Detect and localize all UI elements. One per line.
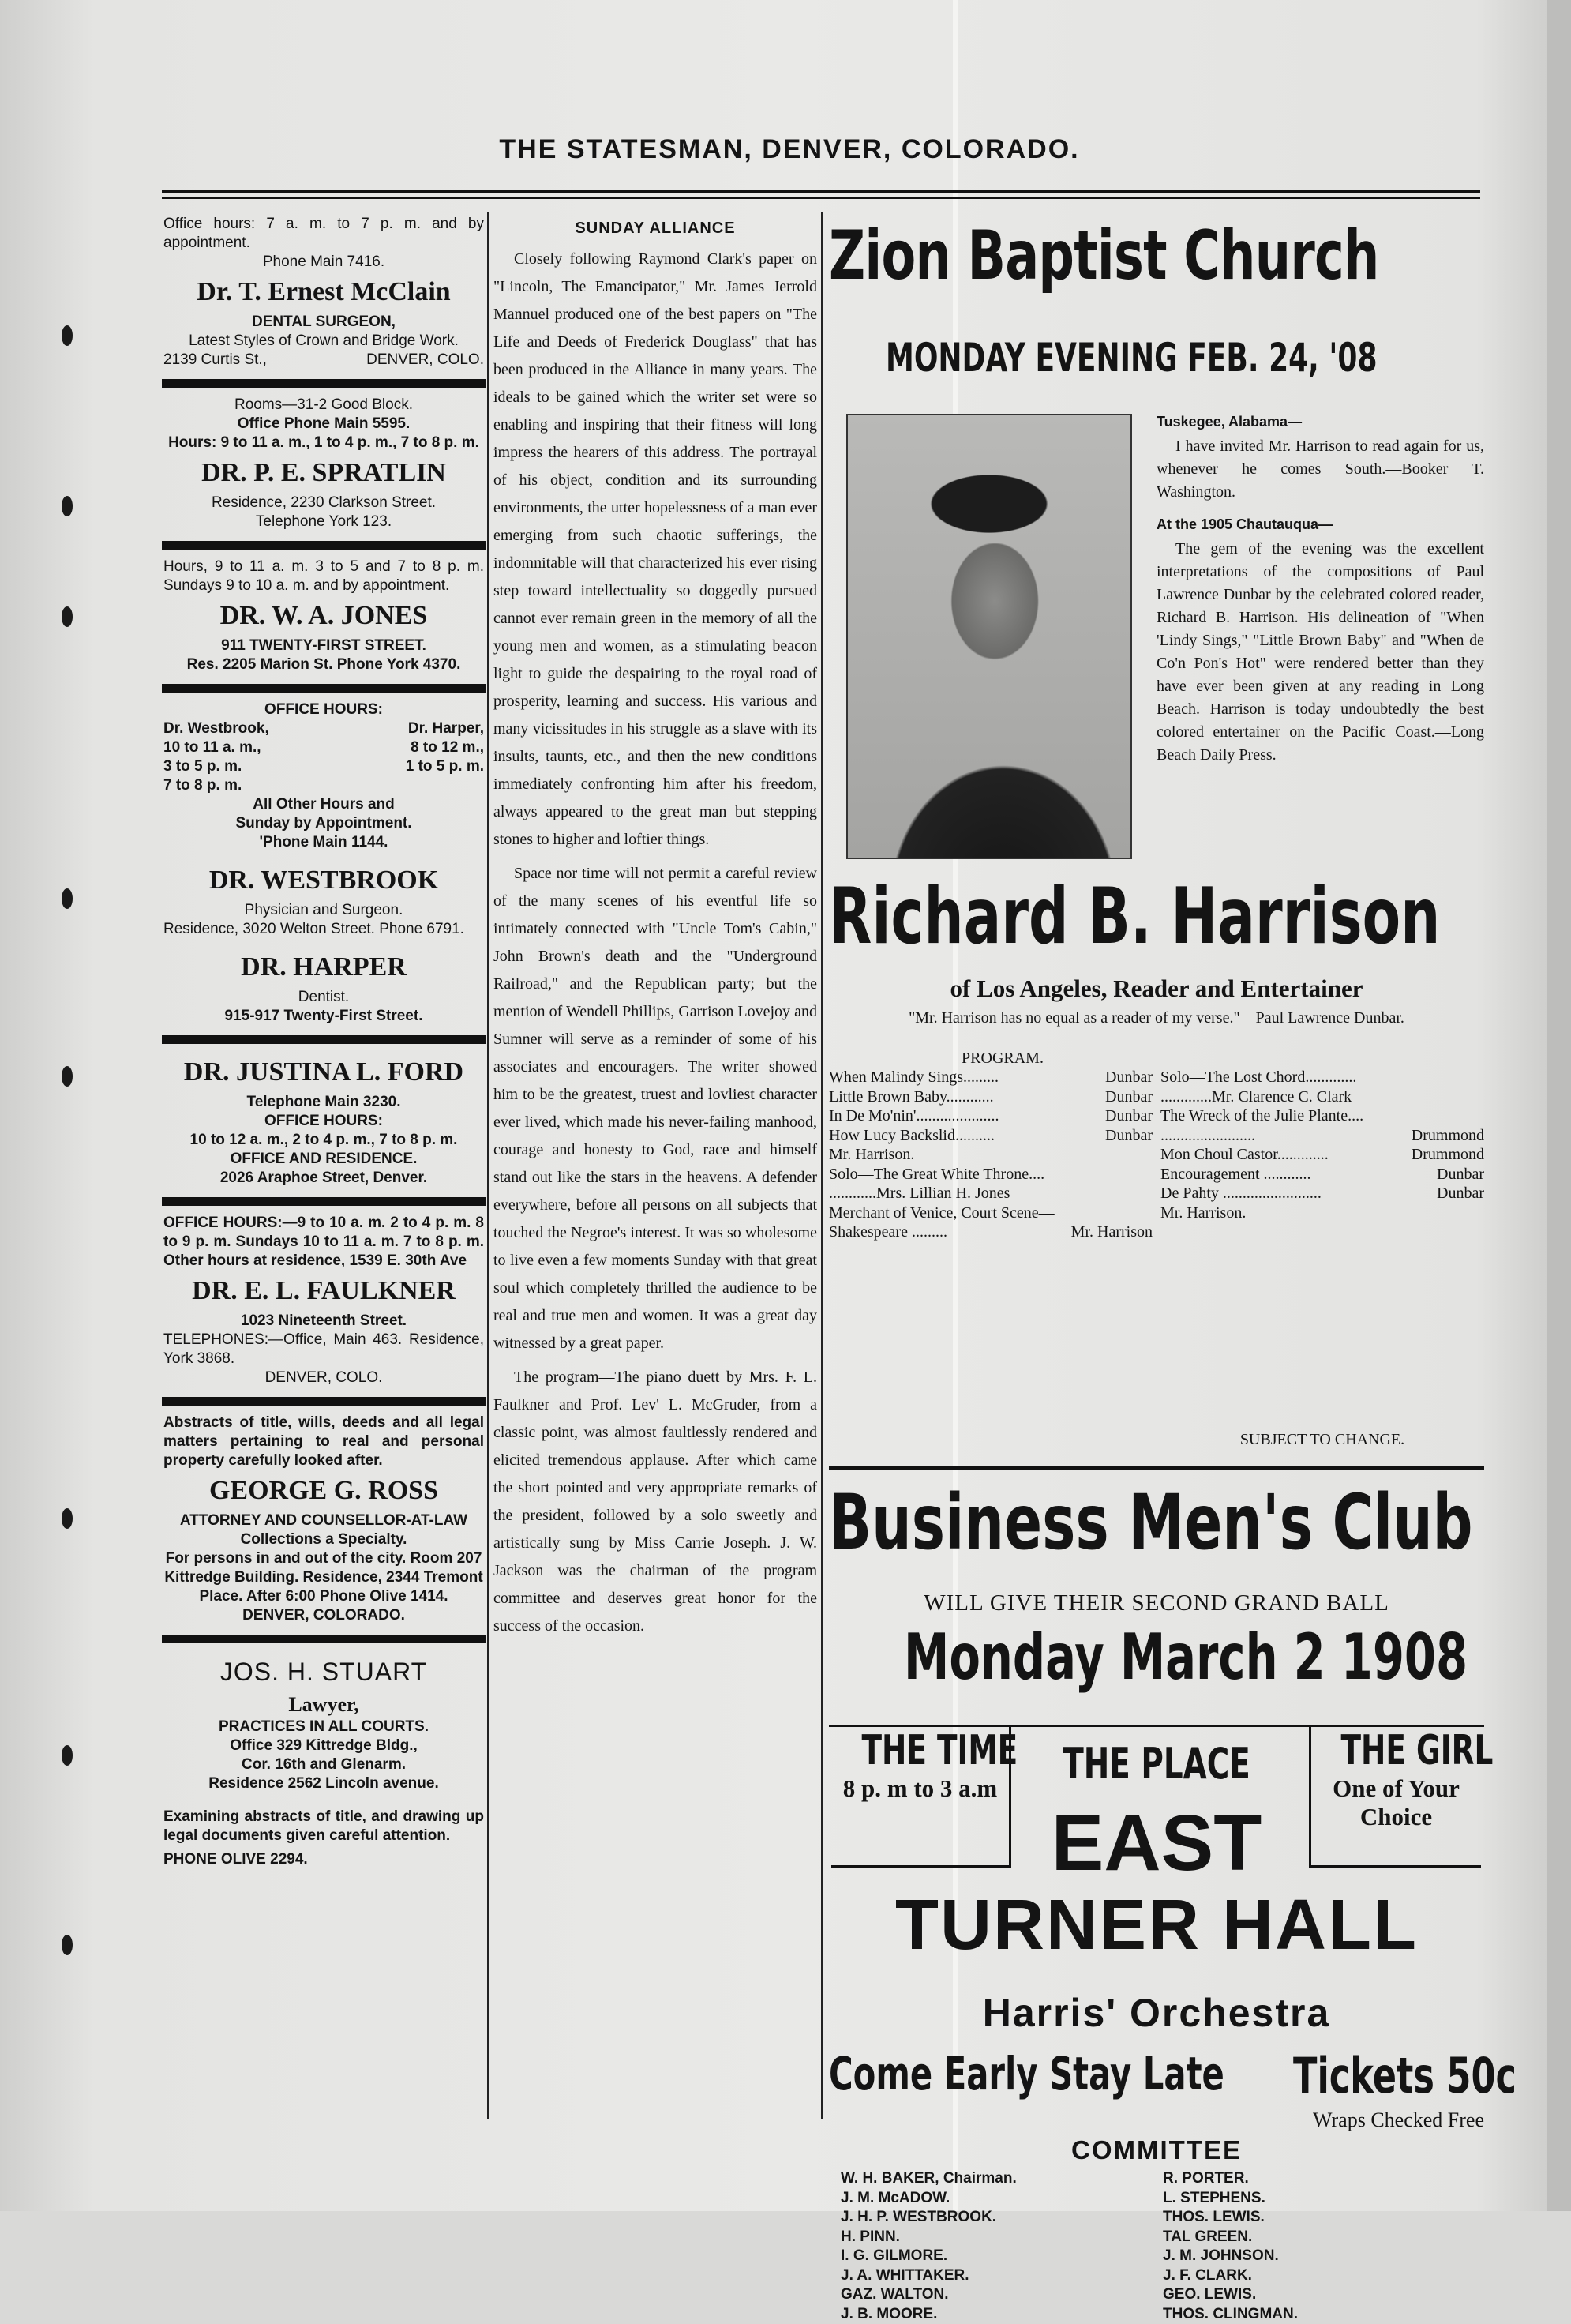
testimonial-heading: At the 1905 Chautauqua— [1157, 513, 1484, 536]
column-separator [487, 212, 489, 2119]
harper-hours [406, 719, 484, 795]
subject-to-change: SUBJECT TO CHANGE. [1160, 1431, 1484, 1449]
city: DENVER, COLO. [163, 1368, 484, 1387]
residence: Residence, 2230 Clarkson Street. [163, 494, 484, 512]
program-item-title: Merchant of Venice, Court Scene— [829, 1203, 1055, 1223]
committee-member: J. F. CLARK. [1163, 2266, 1463, 2286]
office-hours-heading: OFFICE HOURS: [163, 1112, 484, 1131]
jones-card [162, 556, 486, 681]
committee-member: J. M. McADOW. [841, 2189, 1141, 2209]
doctor-name: DR. JUSTINA L. FORD [163, 1055, 484, 1090]
phone: Phone Main 7416. [163, 253, 484, 272]
address: 915-917 Twenty-First Street. [163, 1007, 484, 1026]
testimonial-heading: Tuskegee, Alabama— [1157, 411, 1484, 434]
program-item-title: How Lucy Backslid.......... [829, 1126, 995, 1146]
sunday-alliance-article [493, 215, 817, 1646]
westbrook-harper-hours [162, 699, 486, 858]
program-item-title: Solo—The Lost Chord............. [1160, 1068, 1356, 1087]
program-heading: PROGRAM. [829, 1049, 1176, 1068]
specialty: Collections a Specialty. [163, 1530, 484, 1549]
stuart-card [162, 1650, 486, 1875]
program-item [1160, 1203, 1484, 1223]
mcclain-card [162, 213, 486, 376]
program-item [829, 1165, 1153, 1185]
hours-line: Dr. Westbrook, [163, 719, 269, 738]
program-item-title: Solo—The Great White Throne.... [829, 1165, 1044, 1185]
office-hours: Office hours: 7 a. m. to 7 p. m. and by appointment. [163, 215, 484, 253]
harrison-portrait [846, 414, 1132, 859]
harper-card [162, 945, 486, 1032]
committee-member: J. H. P. WESTBROOK. [841, 2208, 1141, 2228]
program-item-author: Dunbar [1105, 1068, 1153, 1087]
divider [829, 1466, 1484, 1470]
program-item-author: Dunbar [1105, 1087, 1153, 1107]
program-list-right [1160, 1068, 1484, 1222]
binding-hole [62, 1935, 73, 1955]
rooms: Rooms—31-2 Good Block. [163, 396, 484, 415]
divider [162, 1197, 486, 1206]
program-item-title: ............Mrs. Lillian H. Jones [829, 1184, 1010, 1203]
residence: Res. 2205 Marion St. Phone York 4370. [163, 655, 484, 674]
binding-hole [62, 888, 73, 909]
place-heading: THE PLACE [1063, 1739, 1250, 1789]
committee-member: J. A. WHITTAKER. [841, 2266, 1141, 2286]
article-paragraph: Closely following Raymond Clark's paper on "Lincoln, The Emancipator," Mr. James Jerrold Mannuel produced one of the best papers on "The Life and Deeds of Frederick Douglass" that has been produced in the Alliance in many years. The ideals to be gained which the writer set were so enabling and inspiring that their fitness will long impress the hearers of this address. The portrayal of his object, condition and its surrounding environments, the utter hopelessness of a man ever emerging from such chaotic sufferings, the indomnitable will that characterized his ever rising step toward intellectuality so doggedly pursued cannot ever remain green in the memory of all the young men and women, as a stimulating beacon light to guide the despairing to the royal road of prosperity, learning and success. His various and many vicissitudes in his struggle as a slave with its insults, taunts, etc., and then the new conditions immediately confronting him after his freedom, always appeared to the great man but stepping stones to higher and loftier things. [493, 246, 817, 854]
divider [162, 541, 486, 550]
westbrook-hours [163, 719, 269, 795]
office: Cor. 16th and Glenarm. [163, 1755, 484, 1774]
ford-card [162, 1050, 486, 1194]
lawyer-title: Lawyer, [163, 1692, 484, 1718]
committee-member: L. STEPHENS. [1163, 2189, 1463, 2209]
program-item [829, 1222, 1153, 1242]
hours-line: Dr. Harper, [406, 719, 484, 738]
divider [162, 684, 486, 693]
girl-heading: THE GIRL [1340, 1727, 1493, 1774]
program-item [829, 1087, 1153, 1107]
ball-date: Monday March 2 1908 [904, 1620, 1468, 1694]
program-item-author: Mr. Harrison [1071, 1222, 1153, 1242]
club-headline: Business Men's Club [829, 1478, 1473, 1567]
binding-hole [62, 325, 73, 346]
program-item-author: Dunbar [1437, 1165, 1484, 1185]
performer-name: Richard B. Harrison [829, 872, 1440, 962]
page-edge [1547, 0, 1571, 2211]
other-hours: All Other Hours and [163, 795, 484, 814]
venue-east: EAST [829, 1798, 1484, 1889]
hours-line: 8 to 12 m., [406, 738, 484, 757]
program-item [829, 1203, 1153, 1223]
attorney-title: ATTORNEY AND COUNSELLOR-AT-LAW [163, 1511, 484, 1530]
doctor-name: DR. P. E. SPRATLIN [163, 456, 484, 490]
committee-member: I. G. GILMORE. [841, 2247, 1141, 2266]
address: 1023 Nineteenth Street. [163, 1312, 484, 1331]
description: Latest Styles of Crown and Bridge Work. [163, 332, 484, 351]
committee-member: R. PORTER. [1163, 2169, 1463, 2189]
top-rule-thin [162, 197, 1480, 199]
divider [162, 1635, 486, 1643]
doctor-title: Physician and Surgeon. [163, 901, 484, 920]
event-date: MONDAY EVENING FEB. 24, '08 [886, 335, 1377, 381]
practice: PRACTICES IN ALL COURTS. [163, 1718, 484, 1736]
divider [162, 379, 486, 388]
committee-list-left [841, 2169, 1141, 2324]
program-item [829, 1106, 1153, 1126]
column-separator [821, 212, 823, 2119]
phone: TELEPHONES:—Office, Main 463. Residence, York 3868. [163, 1331, 484, 1368]
wraps-note: Wraps Checked Free [1239, 2108, 1484, 2132]
office-hours: OFFICE HOURS:—9 to 10 a. m. 2 to 4 p. m. 8 to 9 p. m. Sundays 10 to 11 a. m. 7 to 8 p. m. Other hours at residence, 1539 E. 30th Ave [163, 1214, 484, 1271]
binding-hole [62, 496, 73, 516]
dunbar-quote: "Mr. Harrison has no equal as a reader of my verse."—Paul Lawrence Dunbar. [829, 1008, 1484, 1027]
church-headline: Zion Baptist Church [829, 216, 1379, 295]
hours-line: 7 to 8 p. m. [163, 776, 269, 795]
program-item-title: Mon Choul Castor............. [1160, 1145, 1329, 1165]
binding-hole [62, 1508, 73, 1529]
venue-name: TURNER HALL [829, 1885, 1484, 1966]
hours-line: 1 to 5 p. m. [406, 757, 484, 776]
committee-member: J. B. MOORE. [841, 2305, 1141, 2324]
professional-directory [162, 213, 486, 1875]
program-item-author: Drummond [1412, 1145, 1484, 1165]
committee-member: GAZ. WALTON. [841, 2285, 1141, 2305]
program-item-title: In De Mo'nin'..................... [829, 1106, 999, 1126]
binding-hole [62, 1745, 73, 1766]
divider [162, 1397, 486, 1406]
testimonial-text: The gem of the evening was the excellent interpretations of the compositions of Paul Lawrence Dunbar by the celebrated colored reader, Richard B. Harrison. His delineation of "When 'Lindy Sings," "Little Brown Baby" and "When de Co'n Pon's Hot" were rendered better than they have ever been given at any reading in Long Beach. Harrison is today undoubtedly the best colored entertainer on the Pacific Coast.—Long Beach Daily Press. [1157, 538, 1484, 767]
time-heading: THE TIME [861, 1727, 1018, 1774]
program-item [829, 1126, 1153, 1146]
office-hours: Hours, 9 to 11 a. m. 3 to 5 and 7 to 8 p. m. Sundays 9 to 10 a. m. and by appointment. [163, 558, 484, 595]
phone: Telephone Main 3230. [163, 1093, 484, 1112]
phone: 'Phone Main 1144. [163, 833, 484, 852]
program-item-title: Mr. Harrison. [1160, 1203, 1246, 1223]
performer-subtitle: of Los Angeles, Reader and Entertainer [829, 974, 1484, 1003]
phone: PHONE OLIVE 2294. [163, 1850, 484, 1869]
office-hours-heading: OFFICE HOURS: [163, 700, 484, 719]
program-item-title: Encouragement ............ [1160, 1165, 1311, 1185]
program-item-title: ........................ [1160, 1126, 1255, 1146]
office-hours: 10 to 12 a. m., 2 to 4 p. m., 7 to 8 p. m. [163, 1131, 484, 1150]
program-item-title: De Pahty ......................... [1160, 1184, 1322, 1203]
committee-member: TAL GREEN. [1163, 2228, 1463, 2247]
program-item [1160, 1145, 1484, 1165]
binding-hole [62, 606, 73, 627]
program-item-title: The Wreck of the Julie Plante.... [1160, 1106, 1363, 1126]
address: 2026 Araphoe Street, Denver. [163, 1169, 484, 1188]
services: Examining abstracts of title, and drawing up legal documents given careful attention. [163, 1808, 484, 1845]
office-label: OFFICE AND RESIDENCE. [163, 1150, 484, 1169]
doctor-name: DR. W. A. JONES [163, 599, 484, 633]
program-item [1160, 1087, 1484, 1107]
program-item-title: .............Mr. Clarence C. Clark [1160, 1087, 1352, 1107]
program-item [1160, 1165, 1484, 1185]
program-item [1160, 1184, 1484, 1203]
program-item-title: When Malindy Sings......... [829, 1068, 999, 1087]
doctor-name: DR. HARPER [163, 950, 484, 985]
spratlin-card [162, 394, 486, 538]
program-item [1160, 1126, 1484, 1146]
committee-member: GEO. LEWIS. [1163, 2285, 1463, 2305]
ball-announcement: WILL GIVE THEIR SECOND GRAND BALL [829, 1590, 1484, 1616]
program-item-author: Dunbar [1105, 1126, 1153, 1146]
committee-list-right [1163, 2169, 1463, 2324]
committee-member: J. M. JOHNSON. [1163, 2247, 1463, 2266]
contact: For persons in and out of the city. Room 207 Kittredge Building. Residence, 2344 Tremont Place. After 6:00 Phone Olive 1414. [163, 1549, 484, 1606]
come-early: Come Early Stay Late [829, 2047, 1224, 2101]
other-hours: Sunday by Appointment. [163, 814, 484, 833]
doctor-name: DR. E. L. FAULKNER [163, 1274, 484, 1308]
program-item-title: Shakespeare ......... [829, 1222, 947, 1242]
article-paragraph: The program—The piano duett by Mrs. F. L. Faulkner and Prof. Lev' L. McGruder, from a classic point, was almost faultlessly rendered and elicited tremendous applause. After which came the short pointed and very appropriate remarks of the president, followed by a solo sweetly and artistically sung by Miss Carrie Joseph. J. W. Jackson was the chairman of the program committee and deserves great honor for the success of the occasion. [493, 1364, 817, 1640]
program-item-author: Dunbar [1105, 1106, 1153, 1126]
address: 2139 Curtis St., [163, 351, 267, 370]
hours-line: 3 to 5 p. m. [163, 757, 269, 776]
lawyer-name: JOS. H. STUART [163, 1654, 484, 1689]
program-item [829, 1145, 1153, 1165]
hours-line: 10 to 11 a. m., [163, 738, 269, 757]
faulkner-card [162, 1212, 486, 1394]
article-paragraph: Space nor time will not permit a careful review of the many scenes of his eventful life so intimately connected with "Uncle Tom's Cabin," John Brown's death and the "Underground Railroad," and the Republican party; but the mention of Wendell Phillips, Garrison Lovejoy and Sumner will serve as a reminder of some of his associates and encouragers. The writer showed him to be the greatest, truest and lovliest character ever lived, which made his never-failing manhood, courage and honesty to God, race and himself stand out like the stars in the heavens. A defender everywhere, before all persons on all subjects that touched the Negroe's interest. It was so wholesome to live even a few moments Sunday with that great soul which completely thrilled the audience to be real and true men and women. It was a great day witnessed by a great paper. [493, 860, 817, 1357]
masthead: THE STATESMAN, DENVER, COLORADO. [158, 134, 1421, 165]
phone: Office Phone Main 5595. [163, 415, 484, 434]
doctor-name: Dr. T. Ernest McClain [163, 275, 484, 310]
committee-member: THOS. LEWIS. [1163, 2208, 1463, 2228]
doctor-name: DR. WESTBROOK [163, 863, 484, 898]
program-list-left [829, 1068, 1153, 1242]
top-rule [162, 190, 1480, 193]
program-item-author: Dunbar [1437, 1184, 1484, 1203]
program-item [1160, 1068, 1484, 1087]
program-item [829, 1068, 1153, 1087]
article-heading: SUNDAY ALLIANCE [493, 220, 817, 238]
committee-member: H. PINN. [841, 2228, 1141, 2247]
city: DENVER, COLO. [366, 351, 484, 370]
ross-card [162, 1412, 486, 1631]
program-item-author: Drummond [1412, 1126, 1484, 1146]
program-item-title: Mr. Harrison. [829, 1145, 914, 1165]
phone: Telephone York 123. [163, 512, 484, 531]
city: DENVER, COLORADO. [163, 1606, 484, 1625]
westbrook-card [162, 858, 486, 945]
program-item [829, 1184, 1153, 1203]
office: Office 329 Kittredge Bldg., [163, 1736, 484, 1755]
residence: Residence 2562 Lincoln avenue. [163, 1774, 484, 1793]
attorney-name: GEORGE G. ROSS [163, 1474, 484, 1508]
testimonials [1157, 411, 1484, 776]
testimonial-text: I have invited Mr. Harrison to read again for us, whenever he comes South.—Booker T. Washington. [1157, 435, 1484, 504]
orchestra: Harris' Orchestra [829, 1990, 1484, 2036]
doctor-title: Dentist. [163, 988, 484, 1007]
place-box [1026, 1739, 1287, 1789]
services: Abstracts of title, wills, deeds and all legal matters pertaining to real and personal property carefully looked after. [163, 1414, 484, 1470]
program-item [1160, 1106, 1484, 1126]
ticket-price: Tickets 50c [1293, 2047, 1517, 2104]
residence: Residence, 3020 Welton Street. Phone 6791. [163, 920, 484, 939]
committee-member: W. H. BAKER, Chairman. [841, 2169, 1141, 2189]
committee-member: THOS. CLINGMAN. [1163, 2305, 1463, 2324]
office-hours: Hours: 9 to 11 a. m., 1 to 4 p. m., 7 to 8 p. m. [163, 434, 484, 452]
binding-hole [62, 1066, 73, 1087]
doctor-title: DENTAL SURGEON, [163, 313, 484, 332]
girl-value: One of Your Choice [1311, 1774, 1481, 1831]
address: 911 TWENTY-FIRST STREET. [163, 636, 484, 655]
divider [162, 1035, 486, 1044]
committee-heading: COMMITTEE [829, 2135, 1484, 2165]
time-value: 8 p. m to 3 a.m [831, 1774, 1009, 1803]
program-item-title: Little Brown Baby............ [829, 1087, 994, 1107]
